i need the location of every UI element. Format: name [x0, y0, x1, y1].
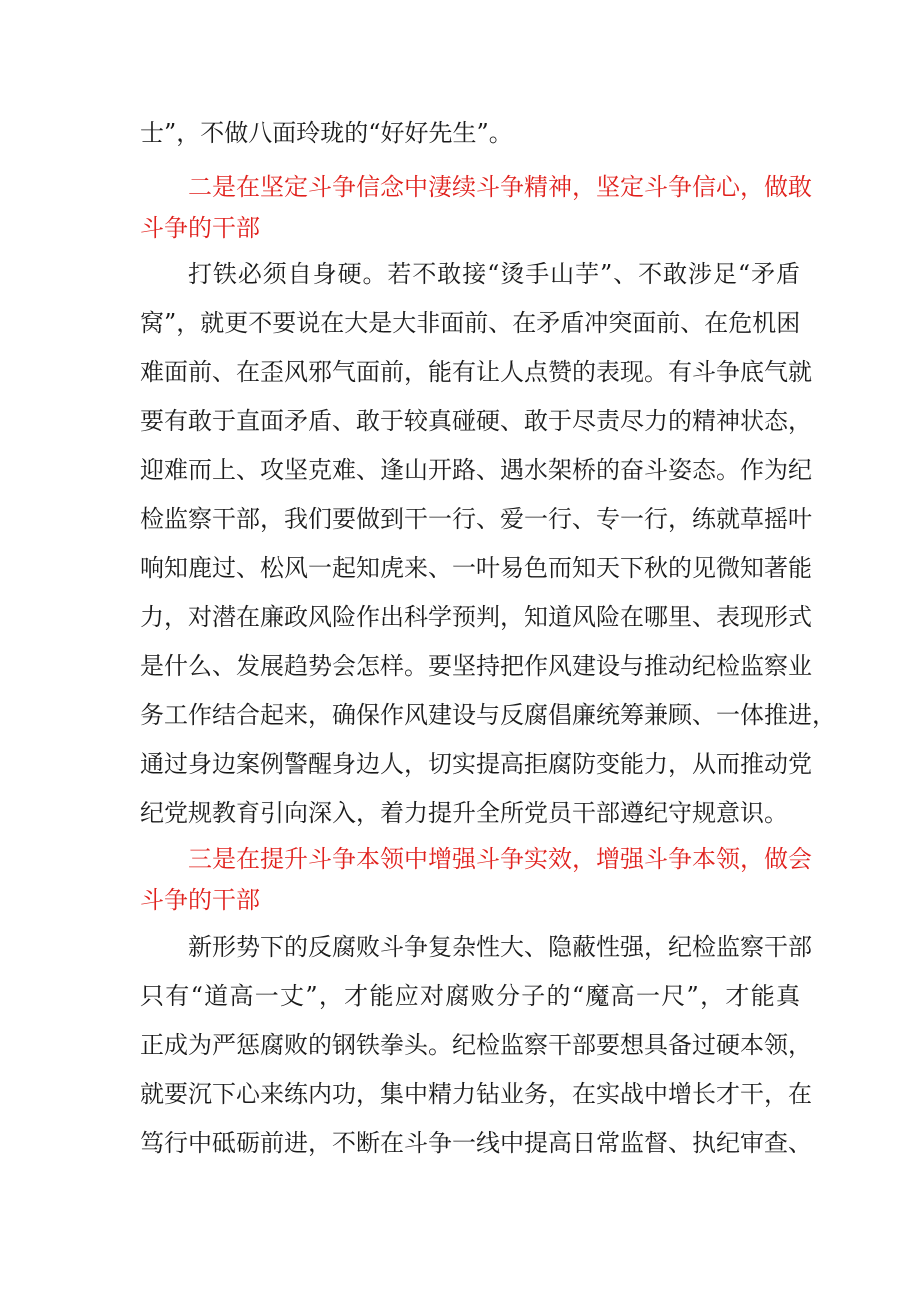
section2-paragraph-line-2: 窝”，就更不要说在大是大非面前、在矛盾冲突面前、在危机困 — [140, 309, 801, 337]
section2-paragraph-line-11: 通过身边案例警醒身边人，切实提高拒腐防变能力，从而推动党 — [140, 750, 812, 778]
section3-heading-line-2: 斗争的干部 — [140, 886, 260, 914]
section3-paragraph-line-5: 笃行中砥砺前进，不断在斗争一线中提高日常监督、执纪审查、 — [140, 1129, 812, 1157]
section2-paragraph-line-6: 检监察干部，我们要做到干一行、爱一行、专一行，练就草摇叶 — [140, 505, 812, 533]
section2-paragraph-line-9: 是什么、发展趋势会怎样。要坚持把作风建设与推动纪检监察业 — [140, 652, 812, 680]
section3-heading-line-1: 三是在提升斗争本领中增强斗争实效，增强斗争本领，做会 — [188, 845, 812, 873]
section2-paragraph-line-8: 力，对潜在廉政风险作出科学预判，知道风险在哪里、表现形式 — [140, 603, 812, 631]
section2-paragraph-line-1: 打铁必须自身硬。若不敢接“烫手山芋”、不敢涉足“矛盾 — [188, 260, 800, 288]
section2-paragraph-line-12: 纪党规教育引向深入，着力提升全所党员干部遵纪守规意识。 — [140, 799, 788, 827]
section2-paragraph-line-5: 迎难而上、攻坚克难、逢山开路、遇水架桥的奋斗姿态。作为纪 — [140, 456, 812, 484]
section2-heading-line-2: 斗争的干部 — [140, 214, 260, 242]
section2-paragraph-line-3: 难面前、在歪风邪气面前，能有让人点赞的表现。有斗争底气就 — [140, 358, 812, 386]
section3-paragraph-line-4: 就要沉下心来练内功，集中精力钻业务，在实战中增长才干，在 — [140, 1080, 812, 1108]
section2-paragraph-line-10: 务工作结合起来，确保作风建设与反腐倡廉统筹兼顾、一体推进， — [140, 701, 836, 729]
section2-paragraph-line-4: 要有敢于直面矛盾、敢于较真碰硬、敢于尽责尽力的精神状态， — [140, 407, 812, 435]
section3-paragraph-line-2: 只有“道高一丈”，才能应对腐败分子的“魔高一尺”，才能真 — [140, 982, 800, 1010]
section2-paragraph-line-7: 响知鹿过、松风一起知虎来、一叶易色而知天下秋的见微知著能 — [140, 554, 812, 582]
continuation-line: 士”，不做八面玲珑的“好好先生”。 — [140, 119, 513, 147]
section3-paragraph-line-1: 新形势下的反腐败斗争复杂性大、隐蔽性强，纪检监察干部 — [188, 933, 812, 961]
section3-paragraph-line-3: 正成为严惩腐败的钢铁拳头。纪检监察干部要想具备过硬本领， — [140, 1031, 812, 1059]
section2-heading-line-1: 二是在坚定斗争信念中淒续斗争精神，坚定斗争信心，做敢 — [188, 173, 812, 201]
